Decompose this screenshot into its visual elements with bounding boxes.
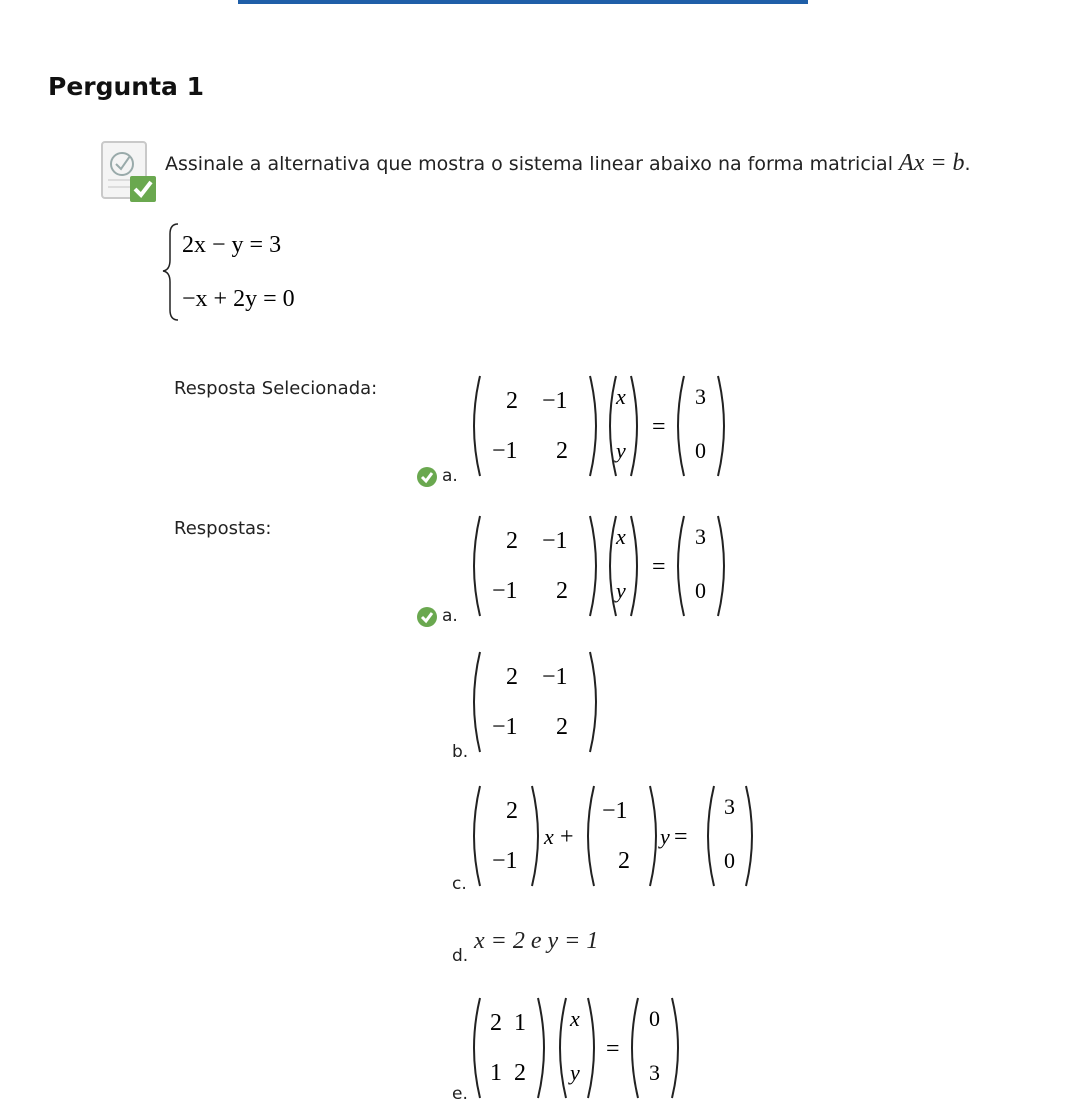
selected-option-math [466, 372, 736, 482]
v1: x [616, 524, 626, 549]
equals: = [674, 824, 688, 850]
m12: −1 [542, 528, 568, 554]
option-c-letter: c. [452, 874, 467, 894]
m22: 2 [556, 438, 568, 464]
linear-system [160, 218, 360, 328]
equals: = [606, 1036, 620, 1062]
m21: 1 [490, 1060, 502, 1086]
option-e-letter: e. [452, 1084, 468, 1104]
option-b-math [466, 648, 616, 758]
prompt-end: . [964, 153, 971, 175]
m12: 1 [514, 1010, 526, 1036]
v1: x [616, 384, 626, 409]
m21: −1 [492, 578, 518, 604]
m11: 2 [490, 1010, 502, 1036]
correct-check-icon [416, 466, 438, 488]
m12: −1 [542, 388, 568, 414]
equals: = [652, 554, 666, 580]
m12: −1 [542, 664, 568, 690]
v1: x [570, 1006, 580, 1031]
plus: + [560, 824, 574, 850]
m11: 2 [506, 528, 518, 554]
r2: 0 [695, 578, 706, 603]
question-title: Pergunta 1 [48, 72, 205, 101]
v2: y [570, 1060, 580, 1085]
system-equation-1: 2x − y = 3 [182, 232, 282, 258]
r1: 3 [695, 384, 706, 409]
var-y: y [660, 824, 670, 849]
option-d-math: x = 2 e y = 1 [474, 928, 599, 954]
option-d-letter: d. [452, 946, 469, 966]
graded-question-icon [100, 140, 158, 206]
v2: y [616, 578, 626, 603]
m22: 2 [556, 578, 568, 604]
var-x: x [544, 824, 554, 849]
r1: 0 [649, 1006, 660, 1031]
answers-label: Respostas: [174, 518, 272, 539]
question-prompt [165, 150, 971, 177]
c2b: 2 [618, 848, 630, 874]
option-e-math [466, 994, 706, 1104]
correct-check-icon [416, 606, 438, 628]
prompt-text: Assinale a alternativa que mostra o sistema linear abaixo na forma matricial [165, 153, 893, 175]
m22: 2 [556, 714, 568, 740]
top-accent-bar [238, 0, 808, 4]
c2a: −1 [602, 798, 628, 824]
m11: 2 [506, 664, 518, 690]
m21: −1 [492, 714, 518, 740]
m11: 2 [506, 388, 518, 414]
r2: 3 [649, 1060, 660, 1085]
c1b: −1 [492, 848, 518, 874]
m22: 2 [514, 1060, 526, 1086]
v2: y [616, 438, 626, 463]
option-a-math [466, 512, 736, 622]
selected-option-letter: a. [442, 466, 458, 486]
prompt-math: Ax = b [899, 150, 965, 176]
system-equation-2: −x + 2y = 0 [182, 286, 295, 312]
r2: 0 [724, 848, 735, 873]
r1: 3 [724, 794, 735, 819]
selected-answer-label: Resposta Selecionada: [174, 378, 378, 399]
option-b-letter: b. [452, 742, 469, 762]
r2: 0 [695, 438, 706, 463]
option-a-letter: a. [442, 606, 458, 626]
c1a: 2 [506, 798, 518, 824]
equals: = [652, 414, 666, 440]
r1: 3 [695, 524, 706, 549]
matrix-paren-left [474, 376, 480, 476]
option-c-math [466, 782, 766, 892]
m21: −1 [492, 438, 518, 464]
